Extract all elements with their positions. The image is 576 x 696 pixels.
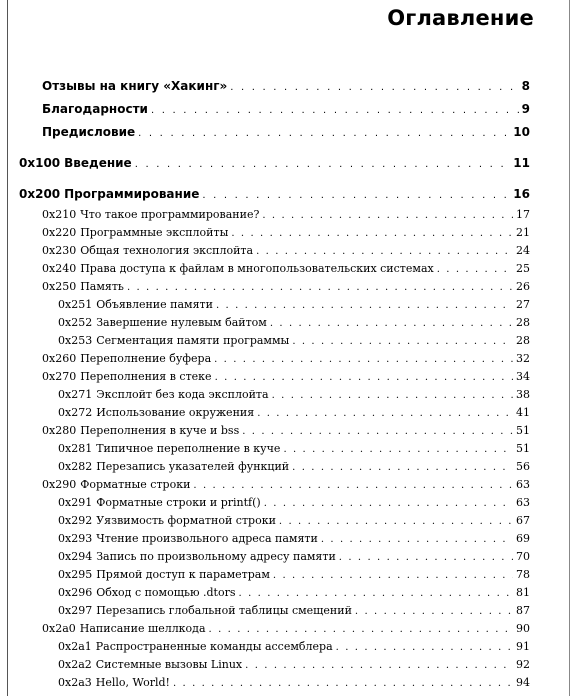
toc-entry[interactable] (58, 388, 530, 405)
toc-entry-page-number: 41 (516, 406, 530, 419)
toc-entry-page-number: 34 (516, 370, 530, 383)
dot-leader (437, 264, 513, 275)
toc-entry-label: Память (80, 280, 124, 293)
toc-entry-code: 0x220 (42, 226, 77, 239)
toc-entry[interactable] (58, 460, 530, 477)
toc-entry-page-number: 28 (516, 334, 530, 347)
toc-entry-page-number: 91 (516, 640, 530, 653)
toc-entry-page-number: 56 (516, 460, 530, 473)
toc-entry-page-number: 81 (516, 586, 530, 599)
dot-leader (135, 159, 511, 170)
toc-entry-page-number: 63 (516, 478, 530, 491)
toc-entry[interactable] (58, 568, 530, 585)
toc-entry-code: 0x295 (58, 568, 93, 581)
toc-entry-label: Системные вызовы Linux (95, 658, 243, 671)
toc-entry[interactable] (42, 622, 530, 639)
dot-leader (216, 300, 513, 311)
toc-entry-page-number: 26 (516, 280, 530, 293)
dot-leader (270, 318, 513, 329)
toc-entry-code: 0x251 (58, 298, 93, 311)
toc-entry-code: 0x210 (42, 208, 77, 221)
toc-entry-label: Чтение произвольного адреса памяти (96, 532, 318, 545)
toc-entry-page-number: 38 (516, 388, 530, 401)
toc-entry-page-number: 70 (516, 550, 530, 563)
toc-entry-label: Сегментация памяти программы (96, 334, 290, 347)
toc-entry-code: 0x230 (42, 244, 77, 257)
toc-entry-page-number: 92 (516, 658, 530, 671)
toc-entry-label: Предисловие (42, 125, 136, 139)
toc-entry-code: 0x293 (58, 532, 93, 545)
toc-entry-label: Отзывы на книгу «Хакинг» (42, 79, 228, 93)
toc-entry-code: 0x252 (58, 316, 93, 329)
toc-entry-code: 0x282 (58, 460, 93, 473)
toc-entry-page-number: 78 (516, 568, 530, 581)
toc-entry-label: Права доступа к файлам в многопользовательских системах (80, 262, 434, 275)
toc-entry-label: Прямой доступ к параметрам (96, 568, 270, 581)
toc-entry[interactable] (42, 244, 530, 261)
toc-entry-page-number: 24 (516, 244, 530, 257)
toc-entry-page-number: 8 (521, 79, 530, 93)
dot-leader (292, 462, 513, 473)
toc-entry-page-number: 9 (521, 102, 530, 116)
toc-entry-page-number: 51 (516, 424, 530, 437)
toc-entry-code: 0x280 (42, 424, 77, 437)
toc-entry-page-number: 63 (516, 496, 530, 509)
toc-entry[interactable] (42, 262, 530, 279)
toc-entry-code: 0x290 (42, 478, 77, 491)
toc-entry[interactable] (58, 406, 530, 423)
toc-entry-page-number: 10 (513, 125, 530, 139)
toc-entry-code: 0x100 (19, 156, 61, 170)
dot-leader (336, 642, 513, 653)
toc-entry[interactable] (42, 478, 530, 495)
toc-entry[interactable] (58, 532, 530, 549)
dot-leader (256, 246, 513, 257)
toc-entry[interactable] (58, 586, 530, 603)
dot-leader (283, 444, 513, 455)
page-title: Оглавление (387, 6, 534, 30)
toc-entry-code: 0x253 (58, 334, 93, 347)
toc-entry[interactable] (58, 298, 530, 315)
dot-leader (262, 210, 513, 221)
toc-entry-code: 0x271 (58, 388, 93, 401)
dot-leader (215, 372, 513, 383)
toc-entry-label: Hello, World! (95, 676, 170, 689)
toc-entry[interactable] (42, 226, 530, 243)
toc-entry[interactable] (42, 370, 530, 387)
toc-entry[interactable] (58, 514, 530, 531)
toc-entry-label: Общая технология эксплойта (80, 244, 254, 257)
dot-leader (202, 190, 510, 201)
toc-entry[interactable] (42, 280, 530, 297)
toc-entry-label: Форматные строки (80, 478, 191, 491)
toc-entry-label: Использование окружения (96, 406, 255, 419)
toc-entry[interactable] (58, 676, 530, 693)
toc-entry-code: 0x291 (58, 496, 93, 509)
dot-leader (231, 228, 513, 239)
toc-entry-code: 0x270 (42, 370, 77, 383)
toc-entry[interactable] (58, 442, 530, 459)
toc-entry-label: Обход с помощью .dtors (96, 586, 236, 599)
toc-entry-label: Благодарности (42, 102, 148, 116)
toc-entry[interactable] (58, 316, 530, 333)
toc-entry-code: 0x281 (58, 442, 93, 455)
dot-leader (193, 480, 513, 491)
toc-entry-label: Написание шеллкода (79, 622, 206, 635)
toc-entry[interactable] (42, 352, 530, 369)
dot-leader (279, 516, 513, 527)
toc-entry-code: 0x2a3 (58, 676, 92, 689)
toc-entry[interactable] (58, 334, 530, 351)
dot-leader (242, 426, 513, 437)
toc-entry-label: Завершение нулевым байтом (96, 316, 267, 329)
toc-entry-code: 0x200 (19, 187, 61, 201)
dot-leader (209, 624, 513, 635)
toc-entry[interactable] (58, 640, 530, 657)
toc-entry-page-number: 27 (516, 298, 530, 311)
dot-leader (264, 498, 513, 509)
toc-entry-label: Программирование (64, 187, 200, 201)
toc-entry-code: 0x297 (58, 604, 93, 617)
toc-entry-code: 0x2a1 (58, 640, 92, 653)
dot-leader (355, 606, 513, 617)
toc-entry-code: 0x260 (42, 352, 77, 365)
toc-entry-code: 0x2a2 (58, 658, 92, 671)
toc-entry[interactable] (42, 102, 530, 119)
toc-entry-code: 0x294 (58, 550, 93, 563)
dot-leader (245, 660, 513, 671)
toc-entry-code: 0x240 (42, 262, 77, 275)
toc-entry-code: 0x250 (42, 280, 77, 293)
toc-entry[interactable] (42, 79, 530, 96)
dot-leader (339, 552, 513, 563)
toc-entry[interactable] (58, 496, 530, 513)
toc-entry-label: Перезапись глобальной таблицы смещений (96, 604, 352, 617)
toc-entry[interactable] (19, 187, 530, 204)
toc-entry-page-number: 69 (516, 532, 530, 545)
toc-entry-page-number: 90 (516, 622, 530, 635)
dot-leader (272, 390, 513, 401)
toc-entry-code: 0x2a0 (42, 622, 76, 635)
toc-entry-label: Распространенные команды ассемблера (95, 640, 333, 653)
toc-entry[interactable] (42, 125, 530, 142)
dot-leader (151, 105, 519, 116)
toc-entry-label: Переполнение буфера (80, 352, 212, 365)
toc-entry-label: Форматные строки и printf() (96, 496, 261, 509)
toc-entry-page-number: 87 (516, 604, 530, 617)
dot-leader (173, 678, 513, 689)
toc-entry-page-number: 32 (516, 352, 530, 365)
toc-entry[interactable] (58, 604, 530, 621)
toc-entry-label: Уязвимость форматной строки (96, 514, 276, 527)
toc-entry[interactable] (19, 156, 530, 173)
dot-leader (230, 82, 518, 93)
toc-entry-page-number: 16 (513, 187, 530, 201)
dot-leader (273, 570, 513, 581)
dot-leader (239, 588, 513, 599)
toc-entry-label: Запись по произвольному адресу памяти (96, 550, 336, 563)
dot-leader (138, 128, 510, 139)
toc-entry-page-number: 25 (516, 262, 530, 275)
toc-entry-label: Программные эксплойты (80, 226, 229, 239)
toc-entry-page-number: 28 (516, 316, 530, 329)
toc-entry-code: 0x296 (58, 586, 93, 599)
toc-entry-label: Объявление памяти (96, 298, 213, 311)
toc-entry-label: Переполнения в стеке (80, 370, 212, 383)
toc-entry-page-number: 67 (516, 514, 530, 527)
toc-entry-label: Типичное переполнение в куче (96, 442, 281, 455)
dot-leader (321, 534, 513, 545)
toc-entry-page-number: 11 (513, 156, 530, 170)
toc-entry-code: 0x292 (58, 514, 93, 527)
toc-entry-page-number: 17 (516, 208, 530, 221)
toc-entry[interactable] (58, 658, 530, 675)
toc-entry-page-number: 51 (516, 442, 530, 455)
dot-leader (292, 336, 513, 347)
toc-entry-label: Переполнения в куче и bss (80, 424, 240, 437)
dot-leader (127, 282, 513, 293)
toc-entry-page-number: 94 (516, 676, 530, 689)
toc-entry[interactable] (42, 424, 530, 441)
toc-entry-code: 0x272 (58, 406, 93, 419)
toc-entry-label: Введение (64, 156, 132, 170)
toc-entry[interactable] (42, 208, 530, 225)
dot-leader (214, 354, 513, 365)
toc-entry[interactable] (58, 550, 530, 567)
dot-leader (257, 408, 513, 419)
toc-entry-label: Эксплойт без кода эксплойта (96, 388, 269, 401)
toc-entry-label: Что такое программирование? (80, 208, 260, 221)
toc-entry-label: Перезапись указателей функций (96, 460, 290, 473)
toc-entry-page-number: 21 (516, 226, 530, 239)
